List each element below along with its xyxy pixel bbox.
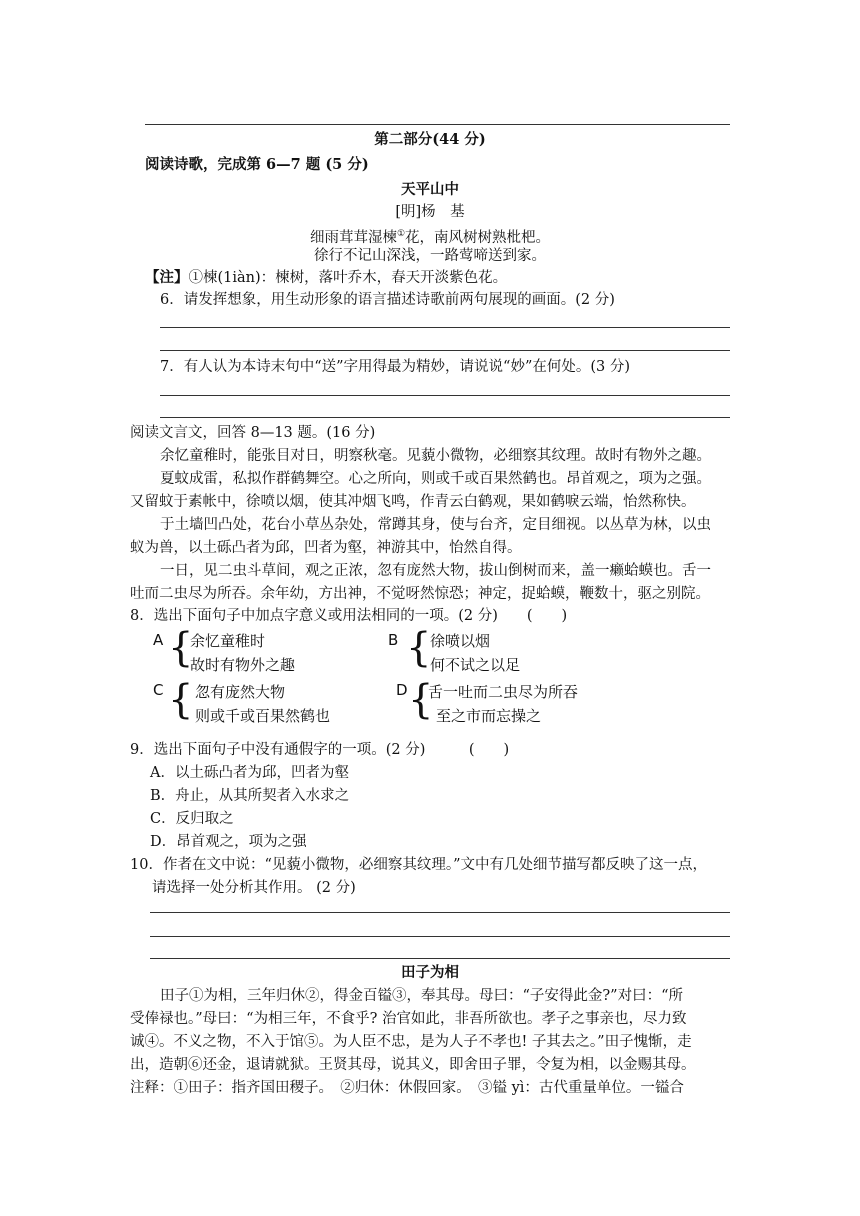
q9-option-a: A．以土砾凸者为邱，凹者为壑: [150, 765, 349, 781]
question-10: 10．作者在文中说：“见藐小微物，必细察其纹理。”文中有几处细节描写都反映了这一点，: [130, 857, 708, 873]
poem-line-2: 徐行不记山深浅，一路莺啼送到家。: [314, 248, 546, 264]
q8-option-b-s2: 何不试之以足: [430, 656, 521, 674]
footnote-mark: ①: [396, 229, 406, 239]
q8-option-c-label: C: [153, 681, 164, 699]
q8-option-b-s1: 徐喷以烟: [430, 632, 491, 650]
question-6: 6．请发挥想象，用生动形象的语言描述诗歌前两句展现的画面。(2 分): [160, 292, 615, 308]
answer-line[interactable]: [150, 912, 730, 913]
poem-line-1: [130, 224, 730, 248]
q8-option-d-s1: 舌一吐而二虫尽为所吞: [428, 683, 579, 701]
answer-line[interactable]: [160, 395, 730, 396]
prose-line: 余忆童稚时，能张目对日，明察秋毫。见藐小微物，必细察其纹理。故时有物外之趣。: [160, 448, 711, 464]
q8-option-d-label: D: [396, 681, 408, 699]
q8-option-b-label: B: [388, 631, 399, 649]
brace-icon: {: [168, 677, 194, 723]
note-label: 【注】: [145, 269, 189, 286]
poem-line-1-b: 花，南风树树熟枇杷。: [405, 229, 551, 246]
question-9: 9．选出下面句子中没有通假字的一项。(2 分) ( ): [130, 742, 510, 758]
poem-title: 天平山中: [401, 181, 459, 198]
poem-author: [明]杨 基: [395, 204, 465, 220]
q8-option-a-label: A: [153, 631, 164, 649]
passage-2-note: 注释：①田子：指齐国田稷子。 ②归休：休假回家。 ③镒 yì：古代重量单位。一镒合: [130, 1080, 684, 1096]
brace-icon: {: [408, 677, 434, 723]
q8-option-a-s2: 故时有物外之趣: [190, 656, 296, 674]
prose-line: 一日，见二虫斗草间，观之正浓，忽有庞然大物，拔山倒树而来，盖一癞蛤蟆也。舌一: [160, 563, 711, 579]
passage-2-title: 田子为相: [401, 964, 459, 981]
prose-line: 于土墙凹凸处，花台小草丛杂处，常蹲其身，使与台齐，定目细视。以丛草为林，以虫: [160, 517, 711, 533]
prose-line: 夏蚊成雷，私拟作群鹤舞空。心之所向，则或千或百果然鹤也。昂首观之，项为之强。: [160, 471, 711, 487]
q8-option-c-s2: 则或千或百果然鹤也: [195, 707, 331, 725]
passage-2-line: 诚④。不义之物，不入于馆⑤。为人臣不忠，是为人子不孝也! 子其去之。”田子愧惭，走: [130, 1034, 692, 1050]
prose-line: 吐而二虫尽为所吞。余年幼，方出神，不觉呀然惊恐；神定，捉蛤蟆，鞭数十，驱之别院。: [130, 586, 710, 602]
q9-option-c: C．反归取之: [150, 811, 234, 827]
q8-option-a-s1: 余忆童稚时: [190, 632, 266, 650]
answer-line[interactable]: [160, 327, 730, 328]
prose-instruction: 阅读文言文，回答 8—13 题。(16 分): [130, 425, 376, 441]
poem-note: [145, 268, 507, 288]
passage-2-line: 田子①为相，三年归休②，得金百镒③，奉其母。母曰：“子安得此金?”对曰：“所: [160, 988, 684, 1004]
answer-line[interactable]: [160, 417, 730, 418]
top-divider: [145, 124, 730, 125]
prose-line: 蚁为兽，以土砾凸者为邱，凹者为壑，神游其中，怡然自得。: [130, 540, 522, 556]
answer-line[interactable]: [150, 958, 730, 959]
poem-instruction: 阅读诗歌，完成第 6—7 题 (5 分): [145, 156, 369, 173]
q8-option-d-s2: 至之市而忘操之: [436, 707, 542, 725]
q9-option-d: D．昂首观之，项为之强: [150, 834, 307, 850]
question-8: 8．选出下面句子中加点字意义或用法相同的一项。(2 分) ( ): [130, 608, 568, 624]
passage-2-line: 出，造朝⑥还金，退请就狱。王贤其母，说其义，即舍田子罪，令复为相，以金赐其母。: [130, 1057, 696, 1073]
brace-icon: {: [168, 625, 194, 671]
section-title: 第二部分(44 分): [374, 131, 486, 148]
passage-2-line: 受俸禄也。”母曰：“为相三年，不食乎? 治官如此，非吾所欲也。孝子之事亲也，尽力致: [130, 1011, 687, 1027]
q9-option-b: B．舟止，从其所契者入水求之: [150, 788, 350, 804]
brace-icon: {: [406, 625, 432, 671]
q8-option-c-s1: 忽有庞然大物: [195, 683, 286, 701]
answer-line[interactable]: [160, 350, 730, 351]
answer-line[interactable]: [150, 936, 730, 937]
question-10-cont: 请选择一处分析其作用。 (2 分): [152, 880, 356, 896]
note-text: ①楝(1iàn)：楝树，落叶乔木，春天开淡紫色花。: [188, 270, 508, 286]
prose-line: 又留蚊于素帐中，徐喷以烟，使其冲烟飞鸣，作青云白鹤观，果如鹤唳云端，怡然称快。: [130, 494, 696, 510]
question-7: 7．有人认为本诗末句中“送”字用得最为精妙，请说说“妙”在何处。(3 分): [160, 359, 631, 375]
poem-line-1-a: 细雨茸茸湿楝: [309, 229, 397, 246]
